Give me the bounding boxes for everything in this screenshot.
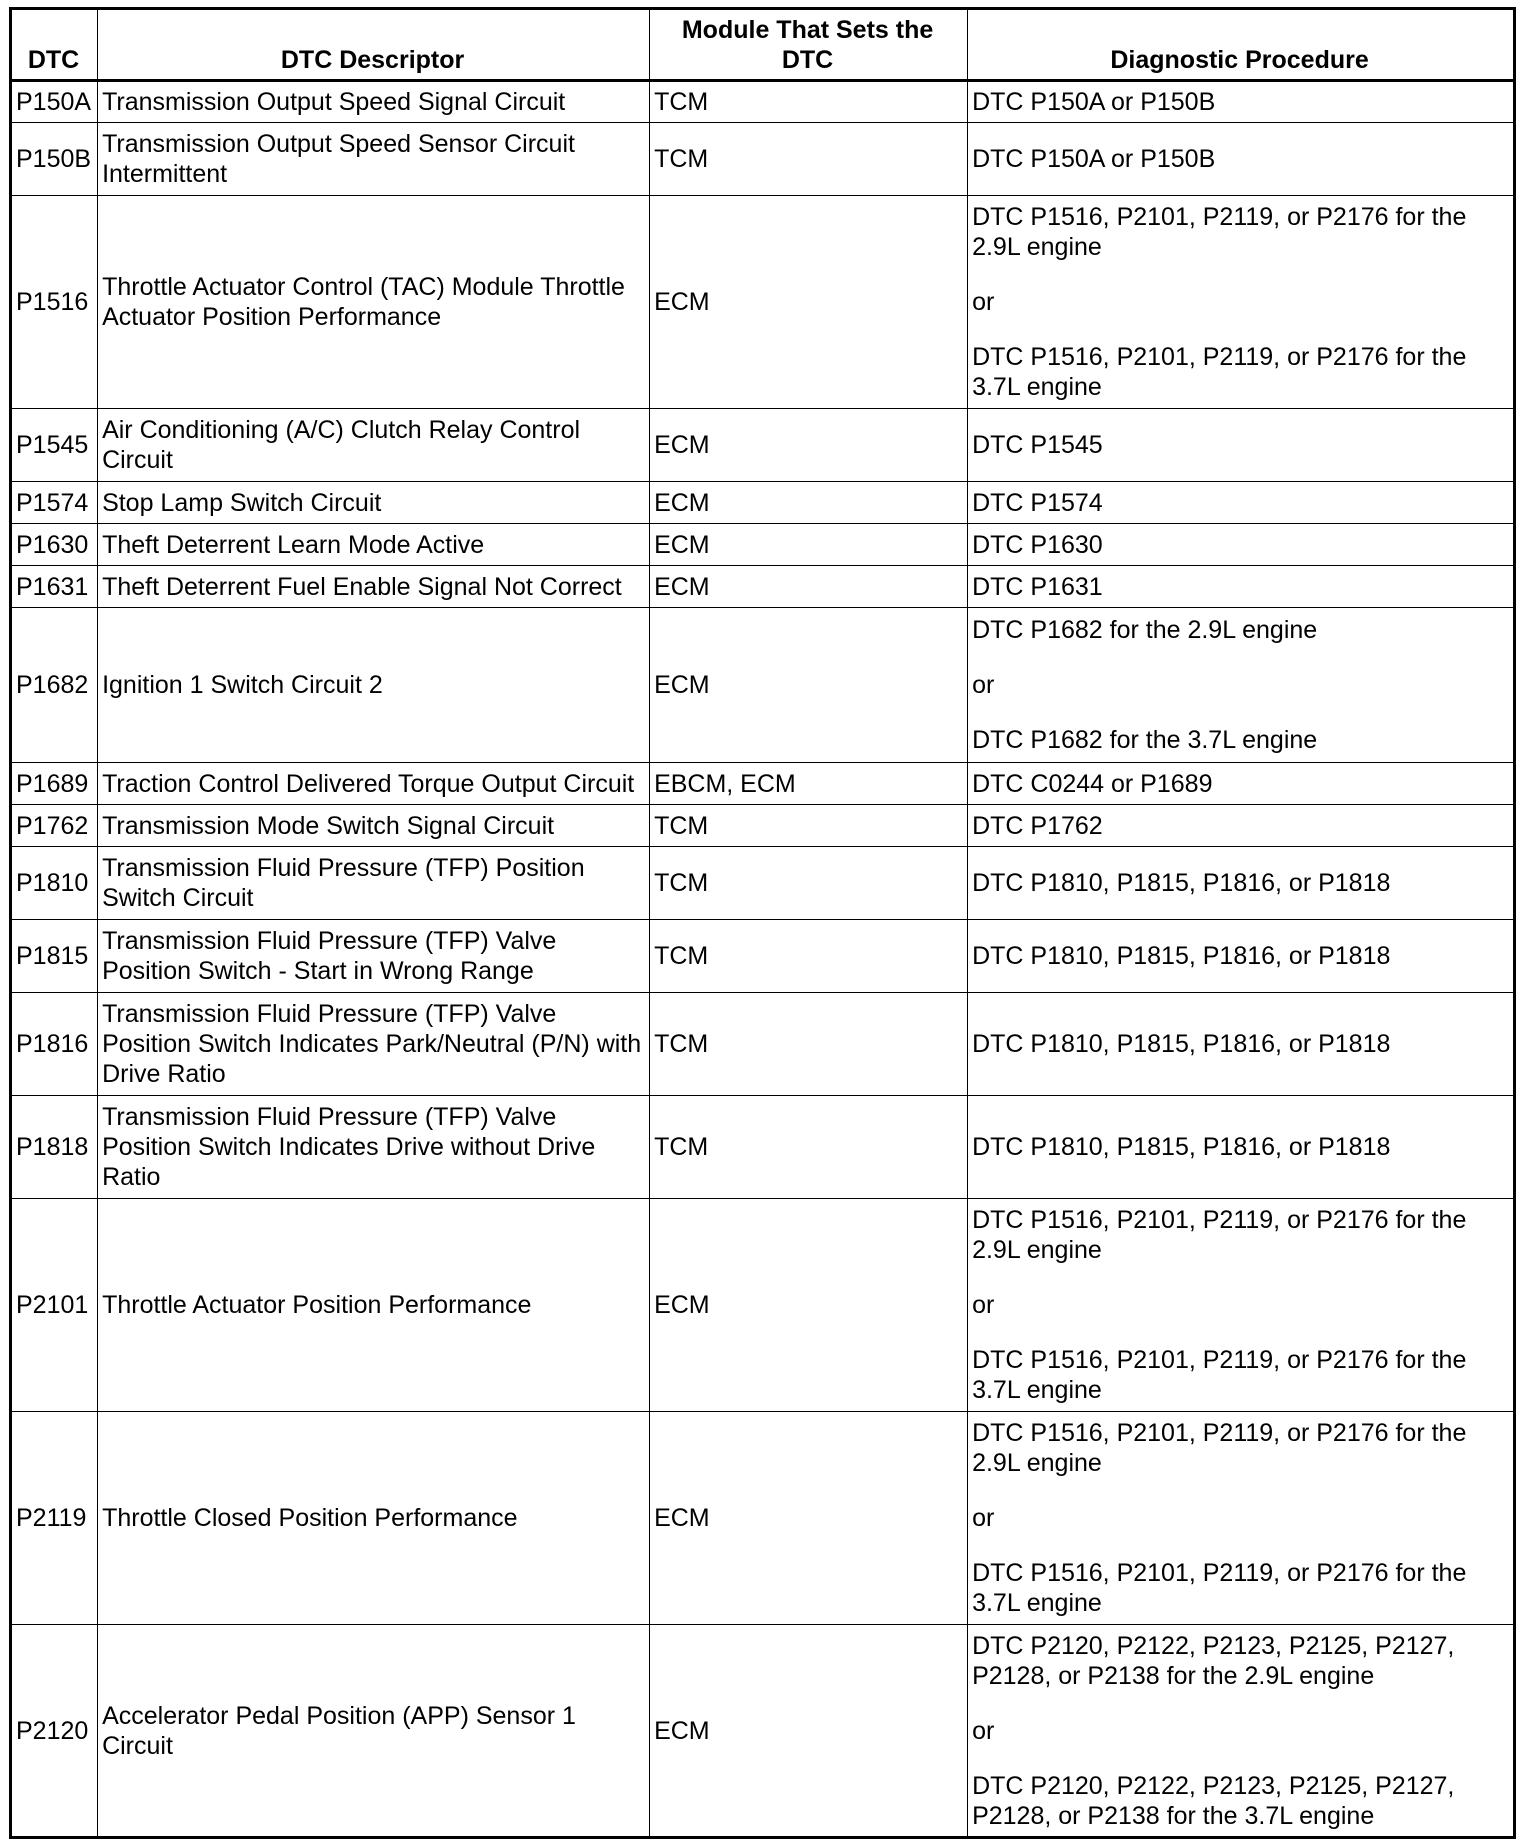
dtc-cell: P1682	[11, 608, 98, 763]
module-cell: TCM	[650, 81, 968, 123]
procedure-line: DTC P1574	[972, 488, 1103, 517]
dtc-cell: P2101	[11, 1199, 98, 1412]
procedure-line: DTC P1545	[972, 431, 1103, 459]
procedure-line: DTC P150A or P150B	[972, 88, 1216, 116]
procedure-line: DTC C0244 or P1689	[972, 769, 1213, 798]
descriptor-cell: Stop Lamp Switch Circuit	[98, 482, 650, 524]
table-row	[11, 566, 1515, 608]
procedure-line: or	[972, 1716, 995, 1745]
descriptor-cell: Transmission Fluid Pressure (TFP) Valve Position Switch Indicates Park/Neutral (P/N) with Drive Ratio	[98, 993, 650, 1096]
procedure-cell	[968, 1625, 1515, 1838]
descriptor-cell: Accelerator Pedal Position (APP) Sensor 1 Circuit	[98, 1625, 650, 1838]
procedure-cell	[968, 1096, 1515, 1199]
descriptor-cell: Throttle Actuator Control (TAC) Module Throttle Actuator Position Performance	[98, 196, 650, 409]
table-body	[11, 81, 1515, 1838]
descriptor-cell: Air Conditioning (A/C) Clutch Relay Control Circuit	[98, 409, 650, 482]
descriptor-cell: Theft Deterrent Fuel Enable Signal Not Correct	[98, 566, 650, 608]
procedure-line: DTC P1631	[972, 572, 1103, 601]
table-row	[11, 409, 1515, 482]
procedure-cell	[968, 1199, 1515, 1412]
module-cell: ECM	[650, 482, 968, 524]
procedure-line: DTC P1516, P2101, P2119, or P2176 for the 3.7L engine	[972, 1346, 1467, 1404]
header-procedure: Diagnostic Procedure	[968, 9, 1515, 81]
procedure-cell	[968, 847, 1515, 920]
procedure-cell	[968, 524, 1515, 566]
procedure-line: or	[972, 671, 995, 699]
table-row	[11, 763, 1515, 805]
procedure-cell	[968, 482, 1515, 524]
module-cell: TCM	[650, 123, 968, 196]
dtc-cell: P1810	[11, 847, 98, 920]
header-dtc: DTC	[11, 9, 98, 81]
procedure-line: DTC P150A or P150B	[972, 145, 1216, 173]
procedure-cell	[968, 805, 1515, 847]
dtc-cell: P2120	[11, 1625, 98, 1838]
table-row	[11, 81, 1515, 123]
dtc-cell: P1545	[11, 409, 98, 482]
procedure-line: DTC P2120, P2122, P2123, P2125, P2127, P2128, or P2138 for the 3.7L engine	[972, 1771, 1455, 1830]
procedure-cell	[968, 920, 1515, 993]
dtc-cell: P1816	[11, 993, 98, 1096]
procedure-cell	[968, 81, 1515, 123]
procedure-line: DTC P2120, P2122, P2123, P2125, P2127, P2128, or P2138 for the 2.9L engine	[972, 1631, 1455, 1690]
dtc-cell: P1516	[11, 196, 98, 409]
table-row	[11, 993, 1515, 1096]
descriptor-cell: Transmission Fluid Pressure (TFP) Position Switch Circuit	[98, 847, 650, 920]
table-row	[11, 920, 1515, 993]
module-cell: ECM	[650, 566, 968, 608]
table-row	[11, 1412, 1515, 1625]
procedure-line: DTC P1810, P1815, P1816, or P1818	[972, 942, 1391, 970]
procedure-cell	[968, 409, 1515, 482]
descriptor-cell: Transmission Fluid Pressure (TFP) Valve Position Switch - Start in Wrong Range	[98, 920, 650, 993]
dtc-cell: P2119	[11, 1412, 98, 1625]
header-module	[650, 9, 968, 81]
table-row	[11, 482, 1515, 524]
procedure-cell	[968, 566, 1515, 608]
descriptor-cell: Throttle Closed Position Performance	[98, 1412, 650, 1625]
header-module-line2: DTC	[781, 46, 834, 74]
dtc-cell: P150B	[11, 123, 98, 196]
descriptor-cell: Theft Deterrent Learn Mode Active	[98, 524, 650, 566]
table-row	[11, 608, 1515, 763]
module-cell: ECM	[650, 1199, 968, 1412]
procedure-line: DTC P1810, P1815, P1816, or P1818	[972, 1030, 1391, 1058]
module-cell: ECM	[650, 608, 968, 763]
module-cell: EBCM, ECM	[650, 763, 968, 805]
descriptor-cell: Throttle Actuator Position Performance	[98, 1199, 650, 1412]
header-descriptor: DTC Descriptor	[98, 9, 650, 81]
procedure-line: or	[972, 1291, 995, 1319]
procedure-line: DTC P1516, P2101, P2119, or P2176 for the 3.7L engine	[972, 1559, 1467, 1617]
module-cell: TCM	[650, 920, 968, 993]
descriptor-cell: Transmission Fluid Pressure (TFP) Valve Position Switch Indicates Drive without Drive Ratio	[98, 1096, 650, 1199]
dtc-cell: P1762	[11, 805, 98, 847]
module-cell: TCM	[650, 1096, 968, 1199]
header-row	[11, 9, 1515, 81]
descriptor-cell: Transmission Output Speed Sensor Circuit Intermittent	[98, 123, 650, 196]
dtc-cell: P150A	[11, 81, 98, 123]
descriptor-cell: Transmission Mode Switch Signal Circuit	[98, 805, 650, 847]
dtc-cell: P1689	[11, 763, 98, 805]
procedure-line: DTC P1516, P2101, P2119, or P2176 for the 3.7L engine	[972, 343, 1467, 401]
table-row	[11, 847, 1515, 920]
module-cell: TCM	[650, 805, 968, 847]
dtc-cell: P1815	[11, 920, 98, 993]
table-row	[11, 524, 1515, 566]
table-row	[11, 1096, 1515, 1199]
procedure-line: or	[972, 1504, 995, 1532]
module-cell: TCM	[650, 993, 968, 1096]
dtc-cell: P1818	[11, 1096, 98, 1199]
procedure-line: DTC P1810, P1815, P1816, or P1818	[972, 869, 1391, 897]
procedure-cell	[968, 196, 1515, 409]
procedure-cell	[968, 993, 1515, 1096]
procedure-line: DTC P1810, P1815, P1816, or P1818	[972, 1133, 1391, 1161]
module-cell: ECM	[650, 409, 968, 482]
procedure-line: DTC P1630	[972, 530, 1103, 559]
procedure-line: DTC P1516, P2101, P2119, or P2176 for the 2.9L engine	[972, 1206, 1467, 1264]
procedure-cell	[968, 608, 1515, 763]
table-row	[11, 805, 1515, 847]
procedure-line: DTC P1516, P2101, P2119, or P2176 for the 2.9L engine	[972, 203, 1467, 261]
dtc-cell: P1631	[11, 566, 98, 608]
module-cell: ECM	[650, 1412, 968, 1625]
procedure-line: DTC P1516, P2101, P2119, or P2176 for the 2.9L engine	[972, 1419, 1467, 1477]
procedure-cell	[968, 1412, 1515, 1625]
descriptor-cell: Transmission Output Speed Signal Circuit	[98, 81, 650, 123]
module-cell: ECM	[650, 524, 968, 566]
module-cell: TCM	[650, 847, 968, 920]
table-row	[11, 123, 1515, 196]
dtc-cell: P1574	[11, 482, 98, 524]
dtc-table	[9, 7, 1516, 1839]
table-row	[11, 196, 1515, 409]
table-row	[11, 1199, 1515, 1412]
module-cell: ECM	[650, 1625, 968, 1838]
procedure-line: DTC P1682 for the 3.7L engine	[972, 726, 1318, 754]
header-module-line1: Module That Sets the	[681, 16, 934, 44]
procedure-line: or	[972, 288, 995, 316]
module-cell: ECM	[650, 196, 968, 409]
procedure-cell	[968, 763, 1515, 805]
procedure-line: DTC P1682 for the 2.9L engine	[972, 616, 1318, 644]
procedure-cell	[968, 123, 1515, 196]
descriptor-cell: Ignition 1 Switch Circuit 2	[98, 608, 650, 763]
dtc-cell: P1630	[11, 524, 98, 566]
table-row	[11, 1625, 1515, 1838]
procedure-line: DTC P1762	[972, 811, 1103, 840]
descriptor-cell: Traction Control Delivered Torque Output Circuit	[98, 763, 650, 805]
